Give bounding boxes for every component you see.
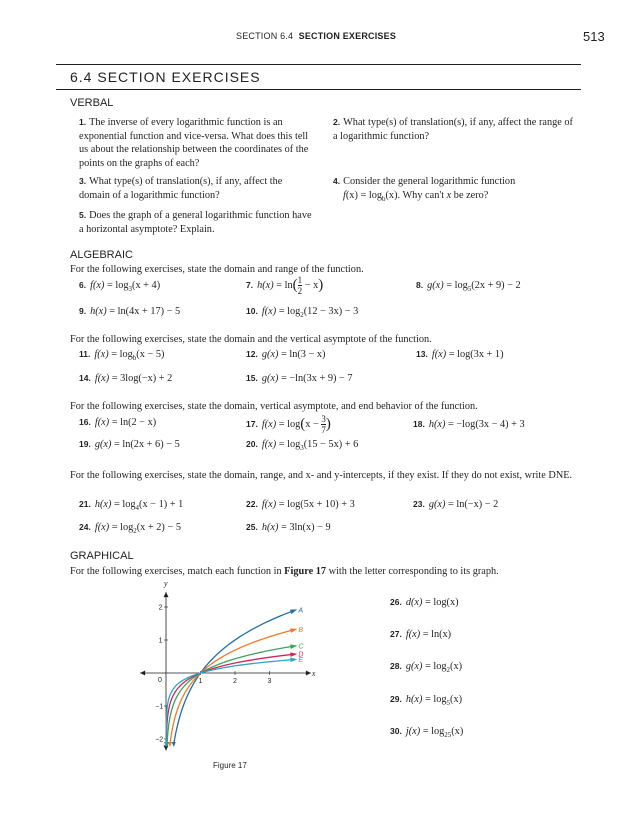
series-arrow-end-E	[290, 658, 297, 663]
algebraic-intro-2: For the following exercises, state the domain and the vertical asymptote of the function.	[70, 334, 432, 345]
exercise-11: 11. $f(x) = \log_b(x - 5)$	[79, 349, 165, 363]
y-tick-label: 1	[158, 637, 163, 645]
exercise-30: 30. $j(x) = \log_{25}(x)$	[390, 726, 464, 740]
algebraic-intro-4: For the following exercises, state the domain, range, and x- and y-intercepts, if they exist. If they do not exist, write DNE.	[70, 470, 573, 481]
exercise-26: 26. d(x) = log(x)	[390, 597, 459, 608]
series-arrow-end-C	[290, 644, 297, 649]
series-arrow-end-D	[290, 652, 297, 657]
y-axis-arrow-up	[164, 592, 169, 597]
exercise-21: 21. $h(x) = \log_4(x - 1) + 1$	[79, 499, 184, 513]
series-letter-D: D	[298, 651, 304, 659]
figure-caption: Figure 17	[213, 761, 247, 770]
title-bottom-rule	[56, 89, 581, 90]
algebraic-intro-3: For the following exercises, state the domain, vertical asymptote, and end behavior of the function.	[70, 401, 478, 412]
algebraic-intro-1: For the following exercises, state the domain and range of the function.	[70, 264, 364, 275]
exercise-19: 19. g(x) = ln(2x + 6) − 5	[79, 439, 180, 450]
question-3: 3. What type(s) of translation(s), if any, affect the domain of a logarithmic function?	[79, 176, 283, 201]
exercise-17: 17. f(x) = log(x − $\frac{3}{7}$ )	[246, 414, 331, 435]
exercise-14: 14. f(x) = 3log(−x) + 2	[79, 373, 173, 384]
x-axis-label: x	[311, 669, 316, 678]
series-arrow-bottom-A	[172, 742, 176, 747]
question-1: 1. The inverse of every logarithmic function is an exponential function and vice-versa. What does this tell us about the relationship between the coordinates of the points on the graphs of each?	[79, 117, 309, 169]
page-number: 513	[583, 29, 605, 44]
exercise-8: 8. $g(x) = \log_5(2x + 9) - 2$	[416, 280, 521, 294]
exercise-7: 7. h(x) = ln( $\frac{1}{2}$ − x)	[246, 275, 324, 296]
page-title: 6.4 SECTION EXERCISES	[70, 69, 261, 85]
exercise-29: 29. $h(x) = \log_5(x)$	[390, 694, 463, 708]
series-line-B	[170, 629, 295, 744]
exercise-15: 15. g(x) = −ln(3x + 9) − 7	[246, 373, 353, 384]
series-letter-C: C	[298, 643, 304, 651]
section-label: SECTION 6.4 SECTION EXERCISES	[236, 31, 397, 41]
algebraic-heading: ALGEBRAIC	[70, 249, 133, 261]
series-arrow-end-A	[290, 609, 297, 614]
y-axis-label: y	[164, 579, 168, 589]
x-tick-label: 3	[267, 678, 272, 685]
exercise-25: 25. h(x) = 3ln(x) − 9	[246, 522, 331, 533]
exercise-20: 20. $f(x) = \log_3(15 - 5x) + 6$	[246, 439, 359, 453]
series-letter-A: A	[298, 607, 304, 615]
origin-label: 0	[158, 677, 162, 684]
x-axis-arrow-right	[306, 671, 311, 676]
question-2: 2. What type(s) of translation(s), if any, affect the range of a logarithmic function?	[333, 117, 573, 142]
exercise-9: 9. h(x) = ln(4x + 17) − 5	[79, 306, 181, 317]
graphical-intro: For the following exercises, match each function in Figure 17 with the letter corresponding to its graph.	[70, 566, 499, 577]
exercise-27: 27. f(x) = ln(x)	[390, 629, 452, 640]
exercise-13: 13. f(x) = log(3x + 1)	[416, 349, 504, 360]
x-tick-label: 1	[198, 678, 203, 685]
y-tick-label: 2	[158, 604, 163, 612]
series-arrow-end-B	[290, 628, 297, 632]
y-tick-label: −2	[155, 736, 164, 744]
question-4: 4. Consider the general logarithmic function $f(x) = \log_b(x)$. Why can't x be zero?	[333, 176, 516, 203]
x-axis-arrow-left	[140, 671, 145, 676]
exercise-22: 22. f(x) = log(5x + 10) + 3	[246, 499, 355, 510]
exercise-28: 28. $g(x) = \log_2(x)$	[390, 661, 463, 675]
exercise-18: 18. h(x) = −log(3x − 4) + 3	[413, 419, 525, 430]
exercise-16: 16. f(x) = ln(2 − x)	[79, 417, 157, 428]
exercise-23: 23. g(x) = ln(−x) − 2	[413, 499, 499, 510]
exercise-10: 10. $f(x) = \log_2(12 - 3x) - 3$	[246, 306, 359, 320]
figure-17-graph	[138, 579, 323, 760]
exercise-24: 24. $f(x) = \log_2(x + 2) - 5$	[79, 522, 181, 536]
x-tick-label: 2	[233, 678, 237, 685]
verbal-heading: VERBAL	[70, 97, 114, 109]
series-letter-E: E	[298, 656, 304, 664]
exercise-6: 6. $f(x) = \log_3(x + 4)$	[79, 280, 161, 294]
exercise-12: 12. g(x) = ln(3 − x)	[246, 349, 326, 360]
question-5: 5. Does the graph of a general logarithmic function have a horizontal asymptote? Explain.	[79, 210, 312, 235]
y-tick-label: −1	[155, 703, 164, 711]
series-letter-B: B	[298, 626, 304, 634]
graphical-heading: GRAPHICAL	[70, 550, 134, 562]
title-top-rule	[56, 64, 581, 65]
